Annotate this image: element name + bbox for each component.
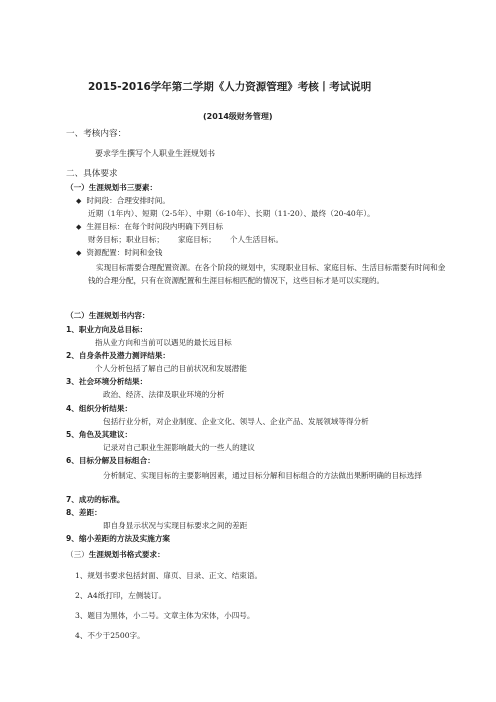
goal-personal-life: 个人生活目标。 [229, 235, 284, 244]
content-1-text: 指从业方向和当前可以遇见的最长远目标 [95, 338, 232, 347]
content-1-title: 1、职业方向及总目标： [66, 325, 148, 334]
part-3-prefix: （三） [66, 550, 89, 559]
format-item-4: 4、不少于2500字。 [75, 631, 145, 640]
part-1-heading: （一）生涯规划书三要素： [66, 183, 158, 192]
part-1-item-1 [76, 196, 170, 206]
content-7-title: 7、成功的标准。 [66, 495, 125, 504]
part-1-item-1-detail: 近期（1年内）、短期（2-5年）、中期（6-10年）、长期（11-20）、最终（20-40年）。 [88, 209, 375, 218]
part-3-heading-line [66, 550, 165, 560]
content-4-title: 4、组织分析结果： [66, 404, 133, 413]
content-8-text: 即自身显示状况与实现目标要求之间的差距 [103, 521, 248, 530]
part-3-heading: 生涯规划书格式要求： [88, 550, 165, 559]
part-1-item-2-detail [88, 235, 283, 245]
format-item-2: 2、A4纸打印，左侧装订。 [75, 591, 167, 600]
content-3-title: 3、社会环境分析结果： [66, 377, 148, 386]
content-4-text: 包括行业分析，对企业制度、企业文化、领导人、企业产品、发展领域等得分析 [103, 417, 369, 426]
content-2-title: 2、自身条件及潜力测评结果： [66, 351, 171, 360]
content-6-title: 6、目标分解及目标组合： [66, 456, 155, 465]
format-item-1: 1、规划书要求包括封面、扉页、目录、正文、结束语。 [75, 571, 263, 580]
format-item-3: 3、题目为黑体，小二号。文章主体为宋体，小四号。 [75, 611, 255, 620]
content-5-title: 5、角色及其建议： [66, 430, 133, 439]
part-1-item-1-text: 时间段：合理安排时间。 [86, 196, 170, 205]
content-2-text: 个人分析包括了解自己的目前状况和发展潜能 [95, 364, 247, 373]
goal-family: 家庭目标； [177, 235, 216, 244]
diamond-bullet-icon: ◆ [76, 197, 82, 205]
section-1-text: 要求学生撰写个人职业生涯规划书 [95, 149, 215, 158]
diamond-bullet-icon: ◆ [76, 249, 82, 257]
part-1-item-2 [76, 222, 223, 232]
content-3-text: 政治、经济、法律及职业环境的分析 [103, 390, 225, 399]
section-1-heading: 一、考核内容： [66, 129, 127, 139]
content-6-text: 分析制定、实现目标的主要影响因素，通过目标分解和目标组合的方法做出果断明确的目标选择 [103, 471, 422, 480]
document-title: 2015-2016学年第二学期《人力资源管理》考核丨考试说明 [88, 81, 372, 93]
content-5-text: 记录对自己职业生涯影响最大的一些人的建议 [103, 443, 255, 452]
goal-finance-career: 财务目标；职业目标； [88, 235, 164, 244]
part-1-item-3-detail: 实现目标需要合理配置资源。在各个阶段的规划中，实现职业目标、家庭目标、生活目标需要有时间和金钱的合理分配，只有在资源配置和生涯目标相匹配的情况下，这些目标才是可以实现的。 [88, 263, 446, 285]
part-1-item-3 [76, 248, 162, 258]
document-subtitle: (2014级财务管理) [203, 112, 273, 121]
section-2-heading: 二、具体要求 [66, 169, 118, 179]
part-2-heading: （二）生涯规划书内容： [66, 311, 150, 320]
content-9-title: 9、缩小差距的方法及实施方案 [66, 534, 171, 543]
part-1-item-3-text: 资源配置：时间和金钱 [86, 248, 163, 257]
content-8-title: 8、差距： [66, 508, 102, 517]
diamond-bullet-icon: ◆ [76, 223, 82, 231]
part-1-item-2-text: 生涯目标：在每个时间段内明确下列目标 [86, 222, 224, 231]
